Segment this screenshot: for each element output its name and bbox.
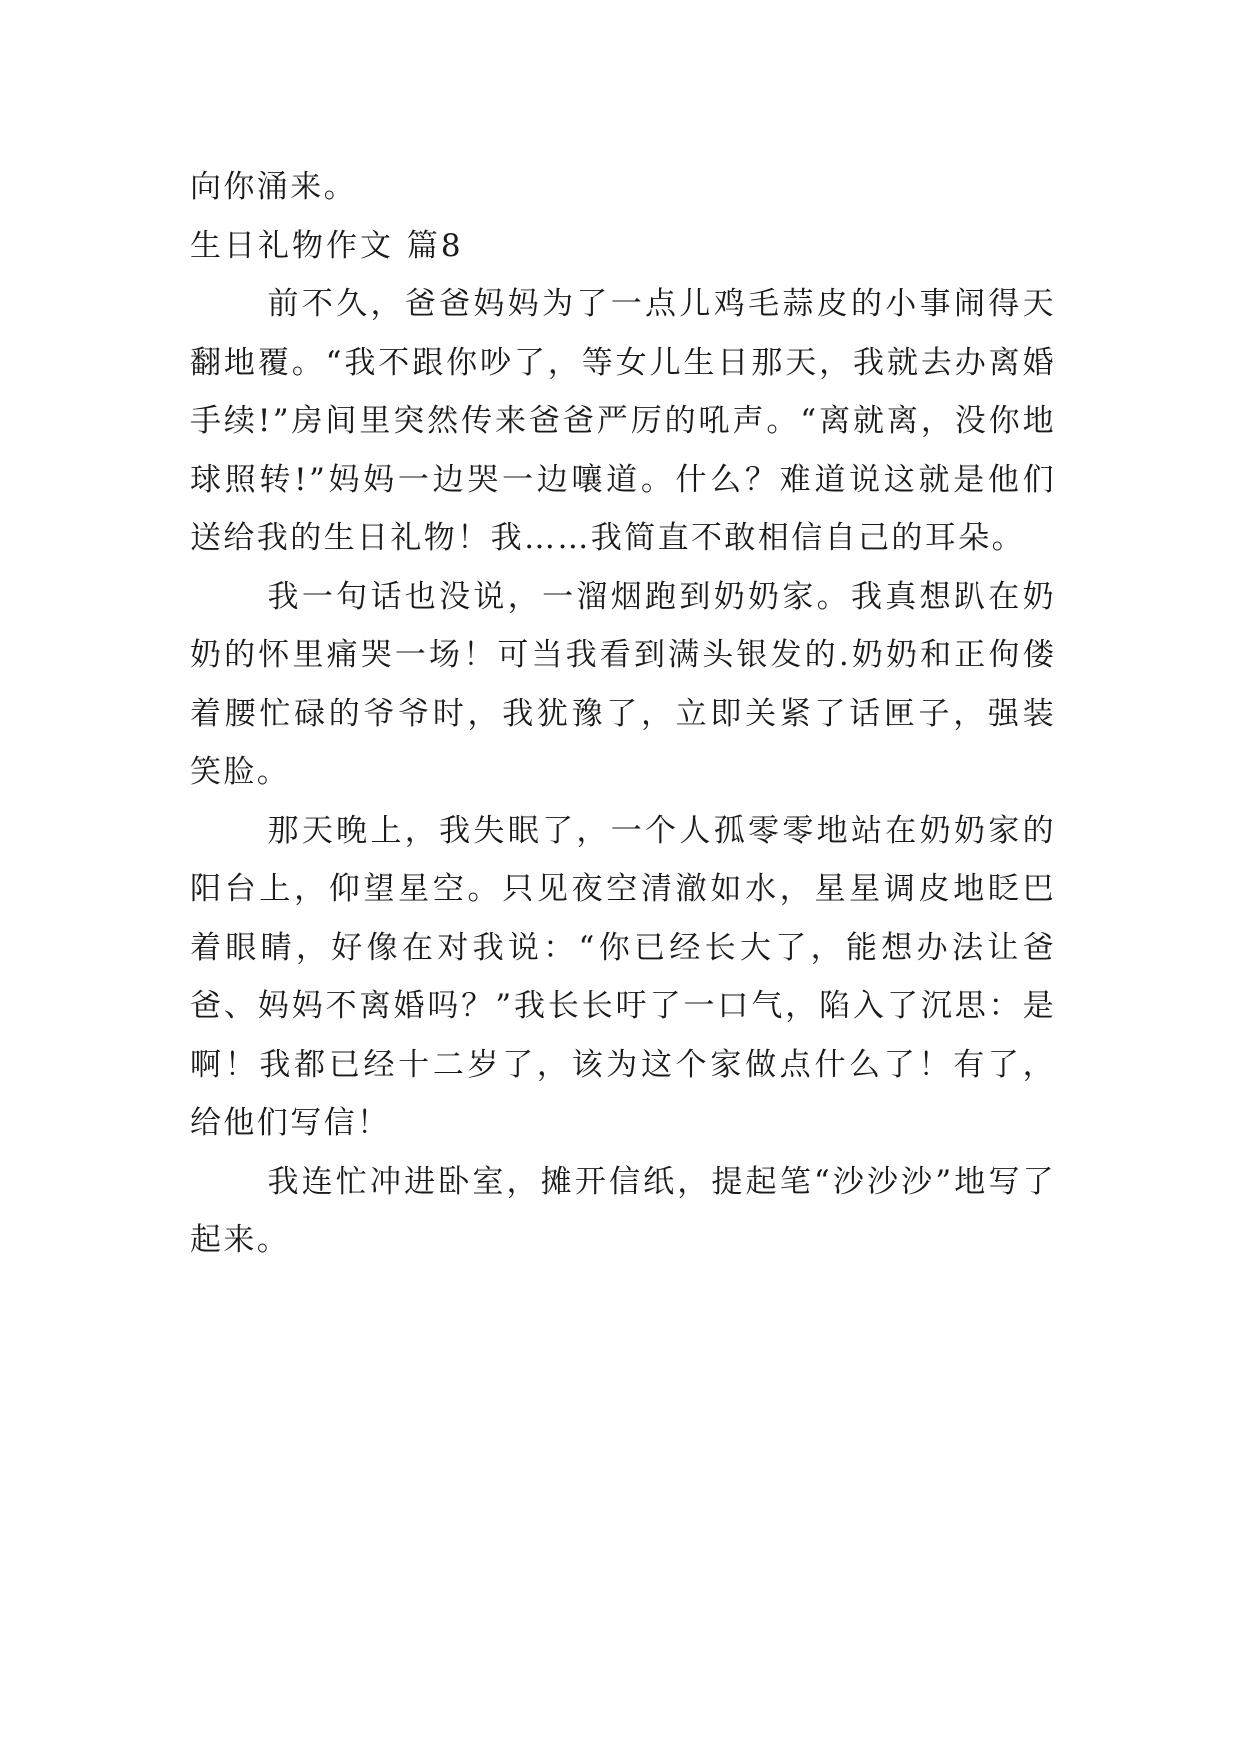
paragraph-1: 前不久，爸爸妈妈为了一点儿鸡毛蒜皮的小事闹得天翻地覆。“我不跟你吵了，等女儿生日那天，我就去办离婚手续!”房间里突然传来爸爸严厉的吼声。“离就离，没你地球照转!”妈妈一边哭一边嚷道。什么？难道说这就是他们送给我的生日礼物！我……我简直不敢相信自己的耳朵。 xyxy=(190,286,1056,556)
essay-heading: 生日礼物作文 篇8 xyxy=(190,227,464,264)
paragraph-4: 我连忙冲进卧室，摊开信纸，提起笔“沙沙沙”地写了起来。 xyxy=(190,1163,1056,1258)
paragraph-2: 我一句话也没说，一溜烟跑到奶奶家。我真想趴在奶奶的怀里痛哭一场！可当我看到满头银发的.奶奶和正佝偻着腰忙碌的爷爷时，我犹豫了，立即关紧了话匣子，强装笑脸。 xyxy=(190,578,1056,790)
paragraph-3: 那天晚上，我失眠了，一个人孤零零地站在奶奶家的阳台上，仰望星空。只见夜空清澈如水，星星调皮地眨巴着眼睛，好像在对我说：“你已经长大了，能想办法让爸爸、妈妈不离婚吗？”我长长吁了一口气，陷入了沉思：是啊！我都已经十二岁了，该为这个家做点什么了！有了，给他们写信！ xyxy=(190,812,1056,1141)
continuation-line: 向你涌来。 xyxy=(190,169,357,205)
document-body xyxy=(190,158,1056,1270)
